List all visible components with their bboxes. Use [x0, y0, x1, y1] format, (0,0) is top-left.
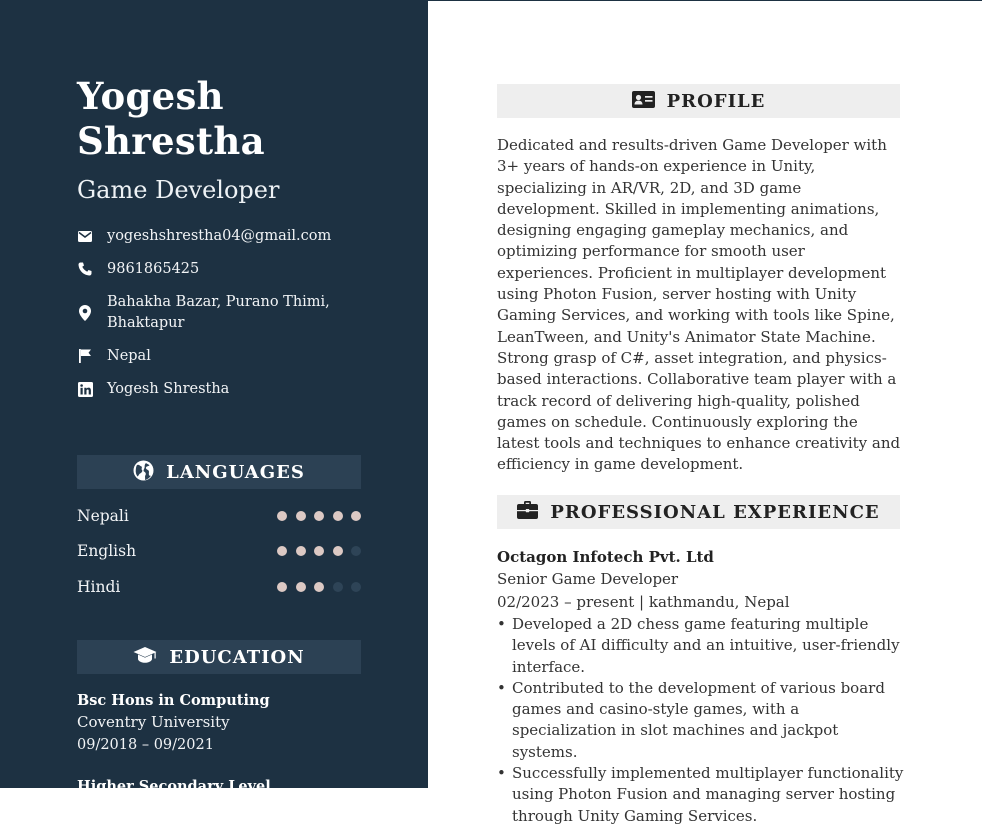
level-dot-empty [333, 582, 343, 592]
phone-icon [77, 259, 93, 279]
address-text: Bahakha Bazar, Purano Thimi, Bhaktapur [107, 294, 330, 331]
education-heading [77, 640, 361, 674]
level-dot-filled [296, 582, 306, 592]
education-school: Coventry University [77, 713, 230, 731]
experience-bullets [497, 614, 907, 827]
language-level-dots [277, 582, 361, 592]
email-text: yogeshshrestha04@gmail.com [107, 228, 332, 244]
briefcase-icon [517, 501, 538, 523]
level-dot-filled [277, 582, 287, 592]
experience-company: Octagon Infotech Pvt. Ltd [497, 548, 714, 566]
id-card-icon [632, 91, 655, 112]
country-text: Nepal [107, 348, 151, 364]
level-dot-filled [314, 511, 324, 521]
main-content [428, 0, 982, 825]
job-role: Game Developer [77, 176, 280, 204]
sidebar [0, 0, 428, 795]
experience-bullet: • Contributed to the development of various board games and casino-style games, with a specialization in slot machines and jackpot systems. [497, 678, 907, 763]
experience-bullet: • Successfully implemented multiplayer functionality using Photon Fusion and managing server hosting through Unity Gaming Services. [497, 763, 907, 827]
education-dates: 09/2018 – 09/2021 [77, 737, 214, 753]
experience-heading-text: PROFESSIONAL EXPERIENCE [550, 501, 880, 523]
experience-entry [497, 546, 907, 827]
level-dot-filled [296, 511, 306, 521]
language-row [77, 576, 361, 598]
location-pin-icon [77, 292, 93, 334]
contact-address [77, 292, 377, 334]
level-dot-empty [351, 582, 361, 592]
experience-bullet: • Developed a 2D chess game featuring multiple levels of AI difficulty and an intuitive, user-friendly interface. [497, 614, 907, 678]
level-dot-filled [314, 546, 324, 556]
language-name: English [77, 542, 137, 560]
profile-summary: Dedicated and results-driven Game Developer with 3+ years of hands-on experience in Unity, specializing in AR/VR, 2D, and 3D game development. Skilled in implementing animations, designing engaging gameplay mechanics, and optimizing performance for smooth user experiences. Proficient in multiplayer development using Photon Fusion, server hosting with Unity Gaming Services, and working with tools like Spine, LeanTween, and Unity's Animator State Machine. Strong grasp of C#, asset integration, and physics-based interactions. Collaborative team player with a track record of delivering high-quality, polished games on schedule. Continuously exploring the latest tools and techniques to enhance creativity and efficiency in game development. [497, 136, 901, 474]
education-entry [77, 690, 377, 757]
languages-heading-text: LANGUAGES [166, 461, 305, 483]
education-heading-text: EDUCATION [169, 646, 305, 668]
contact-phone[interactable] [77, 259, 377, 280]
experience-title: Senior Game Developer [497, 570, 679, 588]
contact-email[interactable] [77, 226, 377, 247]
linkedin-text: Yogesh Shrestha [107, 381, 230, 397]
contact-linkedin[interactable] [77, 379, 377, 400]
globe-icon [133, 460, 154, 485]
experience-heading [497, 495, 900, 529]
language-row [77, 505, 361, 527]
profile-heading [497, 84, 900, 118]
level-dot-filled [277, 546, 287, 556]
language-name: Nepali [77, 507, 129, 525]
language-name: Hindi [77, 578, 121, 596]
contact-list [77, 226, 377, 412]
education-degree: Bsc Hons in Computing [77, 692, 270, 709]
phone-text: 9861865425 [107, 261, 200, 277]
education-degree: Higher Secondary Level [77, 778, 271, 795]
linkedin-icon [77, 379, 93, 399]
language-row [77, 540, 361, 562]
level-dot-filled [314, 582, 324, 592]
graduation-cap-icon [133, 646, 157, 668]
envelope-icon [77, 226, 93, 246]
language-level-dots [277, 546, 361, 556]
level-dot-filled [333, 511, 343, 521]
experience-dates-location: 02/2023 – present | kathmandu, Nepal [497, 593, 790, 611]
language-level-dots [277, 511, 361, 521]
languages-heading [77, 455, 361, 489]
level-dot-filled [296, 546, 306, 556]
contact-country [77, 346, 377, 367]
level-dot-empty [351, 546, 361, 556]
flag-icon [77, 346, 93, 366]
level-dot-filled [351, 511, 361, 521]
candidate-name: Yogesh Shrestha [77, 74, 265, 163]
level-dot-filled [333, 546, 343, 556]
level-dot-filled [277, 511, 287, 521]
profile-heading-text: PROFILE [666, 90, 766, 112]
